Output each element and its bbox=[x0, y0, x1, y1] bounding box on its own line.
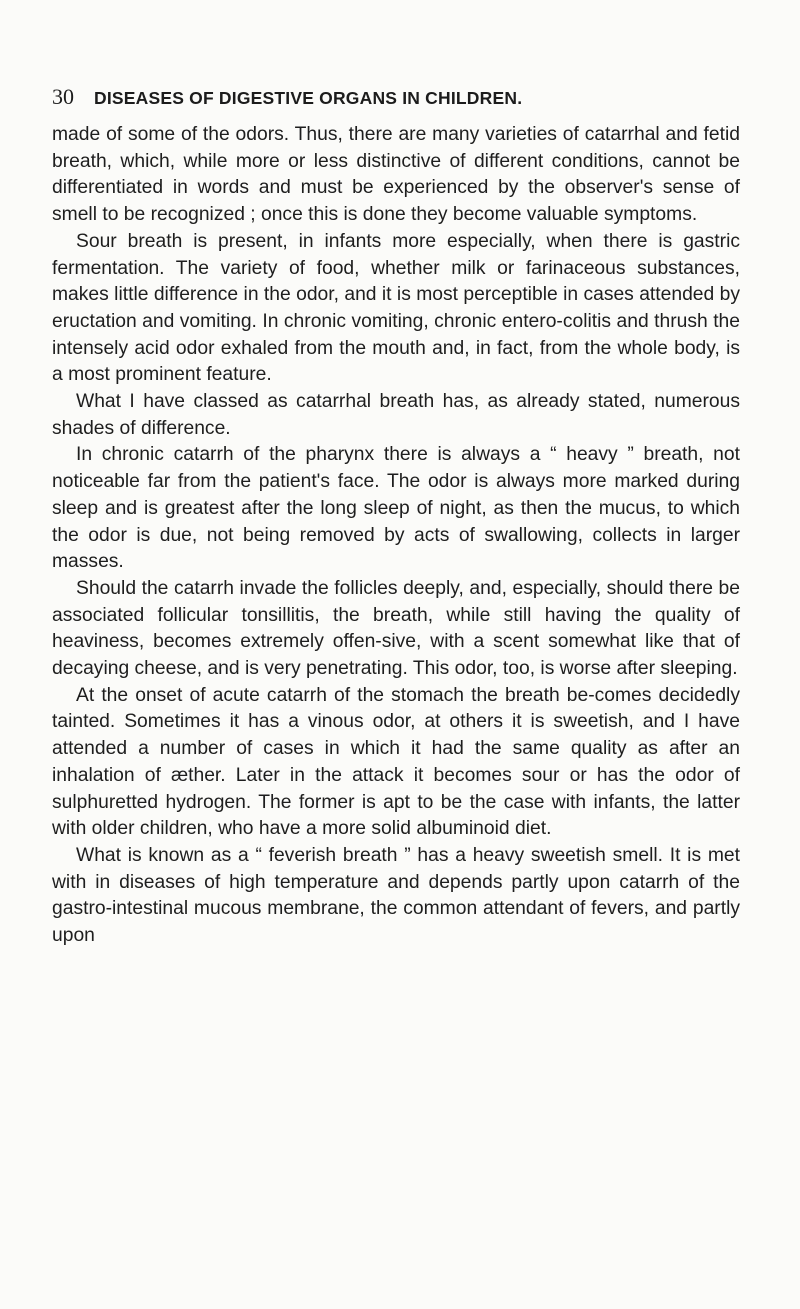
page-header bbox=[52, 82, 752, 112]
paragraph-catarrhal-breath: What I have classed as catarrhal breath has, as already stated, numerous shades of difference. bbox=[52, 391, 740, 439]
paragraph-feverish-breath: What is known as a “ feverish breath ” has a heavy sweetish smell. It is met with in diseases of high temperature and depends partly upon catarrh of the gastro-intestinal mucous membrane, the common attendant of fevers, and partly upon bbox=[52, 844, 740, 947]
running-title: DISEASES OF DIGESTIVE ORGANS IN CHILDREN. bbox=[94, 88, 523, 108]
body-text bbox=[52, 122, 740, 950]
paragraph-follicular-tonsillitis: Should the catarrh invade the follicles deeply, and, especially, should there be associated follicular tonsillitis, the breath, while still having the quality of heaviness, becomes extremely offen-sive, with a scent somewhat like that of decaying cheese, and is very penetrating. This odor, too, is worse after sleeping. bbox=[52, 577, 740, 680]
page-number: 30 bbox=[52, 84, 74, 109]
paragraph-acute-catarrh-stomach: At the onset of acute catarrh of the stomach the breath be-comes decidedly tainted. Sometimes it has a vinous odor, at others it is sweetish, and I have attended a number of cases in which it had the same quality as after an inhalation of æther. Later in the attack it becomes sour or has the odor of sulphuretted hydrogen. The former is apt to be the case with infants, the latter with older children, who have a more solid albuminoid diet. bbox=[52, 684, 740, 840]
paragraph-chronic-catarrh-pharynx: In chronic catarrh of the pharynx there is always a “ heavy ” breath, not noticeable far from the patient's face. The odor is always more marked during sleep and is greatest after the long sleep of night, as then the mucus, to which the odor is due, not being removed by acts of swallowing, collects in larger masses. bbox=[52, 444, 740, 573]
paragraph-continued: made of some of the odors. Thus, there are many varieties of catarrhal and fetid breath, which, while more or less distinctive of different conditions, cannot be differentiated in words and must be experienced by the observer's sense of smell to be recognized ; once this is done they become valuable symptoms. bbox=[52, 124, 740, 226]
paragraph-sour-breath: Sour breath is present, in infants more especially, when there is gastric fermentation. The variety of food, whether milk or farinaceous substances, makes little difference in the odor, and it is most perceptible in cases attended by eructation and vomiting. In chronic vomiting, chronic entero-colitis and thrush the intensely acid odor exhaled from the mouth and, in fact, from the whole body, is a most prominent feature. bbox=[52, 230, 740, 386]
